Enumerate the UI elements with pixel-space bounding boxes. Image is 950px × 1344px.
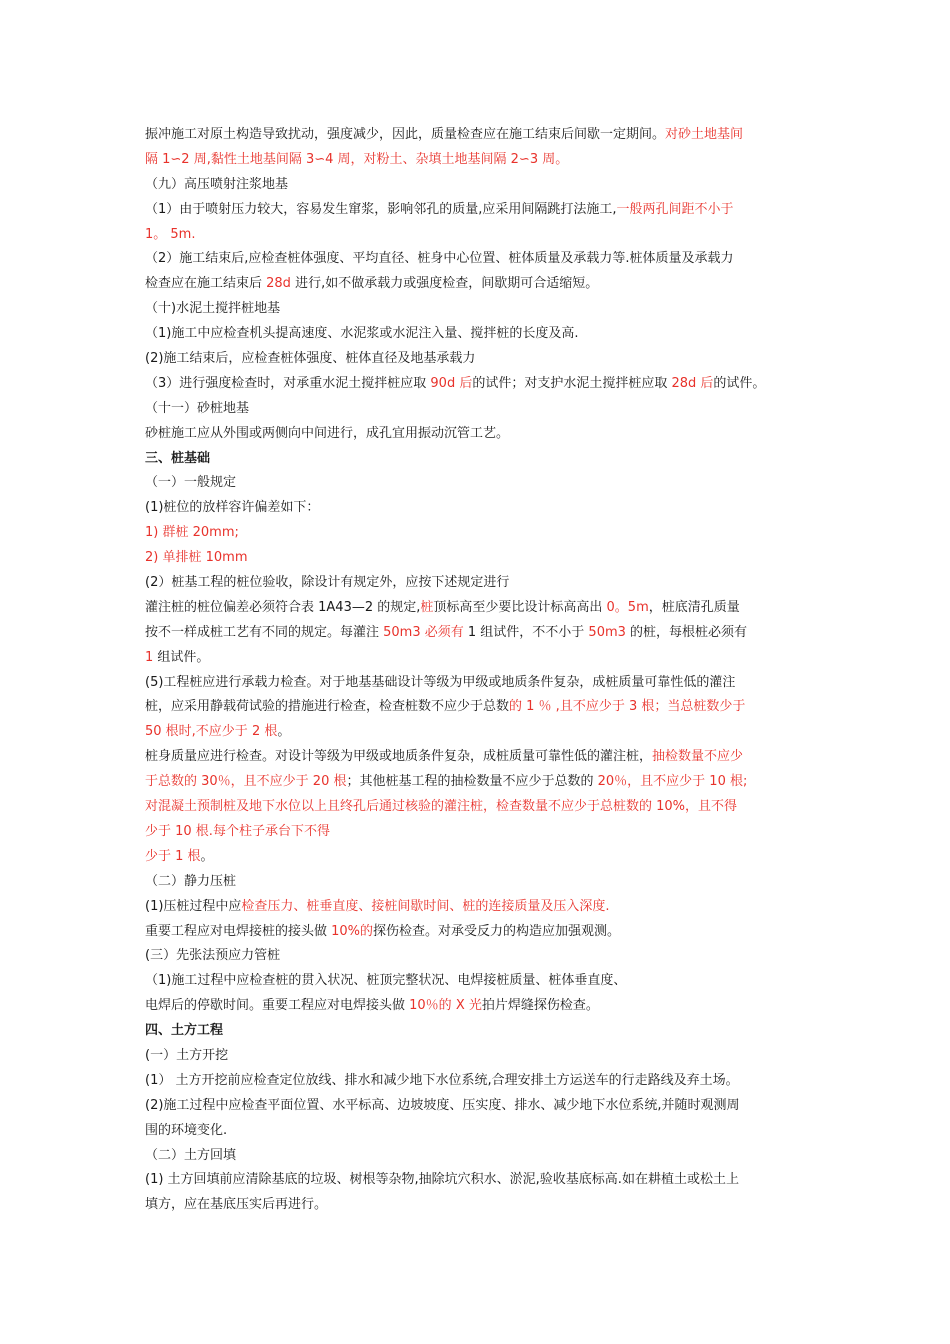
body-text: 重要工程应对电焊接桩的接头做: [145, 923, 332, 939]
text-line: [145, 1019, 810, 1044]
highlighted-text: 抽检数量不应少: [652, 749, 744, 765]
highlighted-text: 50m3 必须有: [383, 624, 464, 640]
body-text: （二）静力压桩: [145, 873, 237, 889]
text-line: [145, 447, 810, 472]
text-line: [145, 347, 810, 372]
text-line: [145, 1168, 810, 1193]
body-text: （1)施工中应检查机头提高速度、水泥浆或水泥注入量、搅拌桩的长度及高.: [145, 326, 579, 342]
body-text: （十)水泥土搅拌桩地基: [145, 301, 281, 317]
section-heading: 四、土方工程: [145, 1023, 224, 1039]
text-line: [145, 1119, 810, 1144]
text-line: [145, 397, 810, 422]
text-line: [145, 198, 810, 223]
highlighted-text: 10%的: [331, 923, 374, 939]
body-text: （九）高压喷射注浆地基: [145, 176, 289, 192]
text-line: [145, 571, 810, 596]
text-line: [145, 173, 810, 198]
body-text: 探伤检查。对承受反力的构造应加强观测。: [373, 923, 621, 939]
text-line: [145, 720, 810, 745]
highlighted-text: 20％，且不应少于 10 根;: [597, 774, 748, 790]
text-line: [145, 372, 810, 397]
body-text: ；其他桩基工程的抽检数量不应少于总数的: [346, 774, 598, 790]
highlighted-text: 2) 单排桩 10mm: [145, 550, 248, 566]
text-line: [145, 297, 810, 322]
text-line: [145, 745, 810, 770]
highlighted-text: 1: [145, 649, 154, 665]
text-line: [145, 646, 810, 671]
body-text: 砂桩施工应从外围或两侧向中间进行，成孔宜用振动沉管工艺。: [145, 425, 510, 441]
body-text: 按不一样成桩工艺有不同的规定。每灌注: [145, 624, 384, 640]
body-text: 顶标高至少要比设计标高高出: [433, 599, 607, 615]
body-text: (1)压桩过程中应: [145, 898, 242, 914]
body-text: (1） 土方开挖前应检查定位放线、排水和减少地下水位系统,合理安排土方运送车的行走路线及弃土场。: [145, 1072, 739, 1088]
text-line: [145, 471, 810, 496]
text-line: [145, 596, 810, 621]
body-text: （3）进行强度检查时，对承重水泥土搅拌桩应取: [145, 375, 431, 391]
body-text: (1) 土方回填前应清除基底的垃圾、树根等杂物,抽除坑穴积水、淤泥,验收基底标高.如在耕植土或松土上: [145, 1172, 739, 1188]
highlighted-text: 28d: [266, 276, 291, 292]
highlighted-text: 对混凝土预制桩及地下水位以上且终孔后通过核验的灌注桩，检查数量不应少于总桩数的 10%，且不得: [145, 799, 738, 815]
text-line: [145, 994, 810, 1019]
body-text: （十一）砂桩地基: [145, 400, 250, 416]
highlighted-text: 隔 1∽2 周,黏性土地基间隔 3∽4 周，对粉土、杂填土地基间隔 2∽3 周。: [145, 151, 569, 167]
body-text: （二）土方回填: [145, 1147, 237, 1163]
text-line: [145, 247, 810, 272]
text-line: [145, 123, 810, 148]
highlighted-text: 一般两孔间距不小于: [616, 201, 734, 217]
highlighted-text: 检查压力、桩垂直度、接桩间歇时间、桩的连接质量及压入深度.: [241, 898, 610, 914]
text-line: [145, 521, 810, 546]
body-text: 。: [277, 724, 291, 740]
body-text: (2)施工过程中应检查平面位置、水平标高、边坡坡度、压实度、排水、减少地下水位系统,并随时观测周: [145, 1097, 740, 1113]
body-text: 的试件。: [713, 375, 766, 391]
body-text: （一）一般规定: [145, 475, 237, 491]
text-line: [145, 695, 810, 720]
body-text: 桩身质量应进行检查。对设计等级为甲级或地质条件复杂，成桩质量可靠性低的灌注桩，: [145, 749, 653, 765]
highlighted-text: 少于 10 根.每个柱子承台下不得: [145, 823, 330, 839]
body-text: 填方，应在基底压实后再进行。: [145, 1197, 328, 1213]
body-text: 进行,如不做承载力或强度检查，间歇期可合适缩短。: [290, 276, 599, 292]
highlighted-text: 于总数的 30％，且不应少于 20 根: [145, 774, 347, 790]
text-line: [145, 1144, 810, 1169]
highlighted-text: 0。5m: [606, 599, 649, 615]
text-line: [145, 820, 810, 845]
highlighted-text: 50m3: [588, 624, 626, 640]
text-line: [145, 671, 810, 696]
highlighted-text: 28d 后: [671, 375, 714, 391]
text-line: [145, 546, 810, 571]
body-text: 灌注桩的桩位偏差必须符合表 1A43—2 的规定,: [145, 599, 421, 615]
body-text: 围的环境变化.: [145, 1122, 228, 1138]
body-text: 拍片焊缝探伤检查。: [481, 998, 599, 1014]
text-line: [145, 496, 810, 521]
body-text: 桩，应采用静载荷试验的措施进行检查，检查桩数不应少于总数: [145, 699, 510, 715]
highlighted-text: 1) 群桩 20mm;: [145, 525, 239, 541]
body-text: （1)施工过程中应检查桩的贯入状况、桩顶完整状况、电焊接桩质量、桩体垂直度、: [145, 973, 627, 989]
text-line: [145, 895, 810, 920]
body-text: (一）土方开挖: [145, 1047, 229, 1063]
highlighted-text: 桩: [420, 599, 434, 615]
body-text: (1)桩位的放样容许偏差如下：: [145, 500, 320, 516]
text-line: [145, 621, 810, 646]
text-line: [145, 1044, 810, 1069]
text-line: [145, 944, 810, 969]
body-text: 的桩，每根桩必须有: [625, 624, 748, 640]
text-line: [145, 422, 810, 447]
highlighted-text: 50 根时,不应少于 2 根: [145, 724, 278, 740]
body-text: (2)施工结束后，应检查桩体强度、桩体直径及地基承载力: [145, 351, 476, 367]
document-body: [145, 123, 810, 1218]
highlighted-text: 的 1 ％ ,且不应少于 3 根；当总桩数少于: [509, 699, 746, 715]
text-line: [145, 223, 810, 248]
text-line: [145, 795, 810, 820]
body-text: （2）施工结束后,应检查桩体强度、平均直径、桩身中心位置、桩体质量及承载力等.桩体质量及承载力: [145, 251, 734, 267]
highlighted-text: 10％的 X 光: [409, 998, 482, 1014]
highlighted-text: 1。 5m.: [145, 226, 196, 242]
text-line: [145, 770, 810, 795]
body-text: （1）由于喷射压力较大，容易发生窜浆，影响邻孔的质量,应采用间隔跳打法施工,: [145, 201, 617, 217]
text-line: [145, 969, 810, 994]
body-text: 1 组试件，不不小于: [463, 624, 589, 640]
text-line: [145, 148, 810, 173]
text-line: [145, 1094, 810, 1119]
body-text: ，桩底清孔质量: [648, 599, 740, 615]
body-text: 振冲施工对原土构造导致扰动，强度减少，因此，质量检查应在施工结束后间歇一定期间。: [145, 127, 666, 142]
body-text: 的试件；对支护水泥土搅拌桩应取: [472, 375, 672, 391]
body-text: (三）先张法预应力管桩: [145, 948, 281, 964]
text-line: [145, 1193, 810, 1218]
body-text: 电焊后的停歇时间。重要工程应对电焊接头做: [145, 998, 410, 1014]
highlighted-text: 少于 1 根: [145, 848, 201, 864]
text-line: [145, 920, 810, 945]
text-line: [145, 272, 810, 297]
text-line: [145, 322, 810, 347]
body-text: 。: [200, 848, 214, 864]
body-text: 检查应在施工结束后: [145, 276, 267, 292]
text-line: [145, 845, 810, 870]
highlighted-text: 90d 后: [430, 375, 473, 391]
body-text: 组试件。: [153, 649, 210, 665]
highlighted-text: 对砂土地基间: [665, 127, 744, 142]
section-heading: 三、桩基础: [145, 450, 211, 466]
text-line: [145, 1069, 810, 1094]
body-text: (2）桩基工程的桩位验收，除设计有规定外，应按下述规定进行: [145, 575, 510, 591]
text-line: [145, 870, 810, 895]
body-text: (5)工程桩应进行承载力检查。对于地基基础设计等级为甲级或地质条件复杂，成桩质量可靠性低的灌注: [145, 674, 736, 690]
